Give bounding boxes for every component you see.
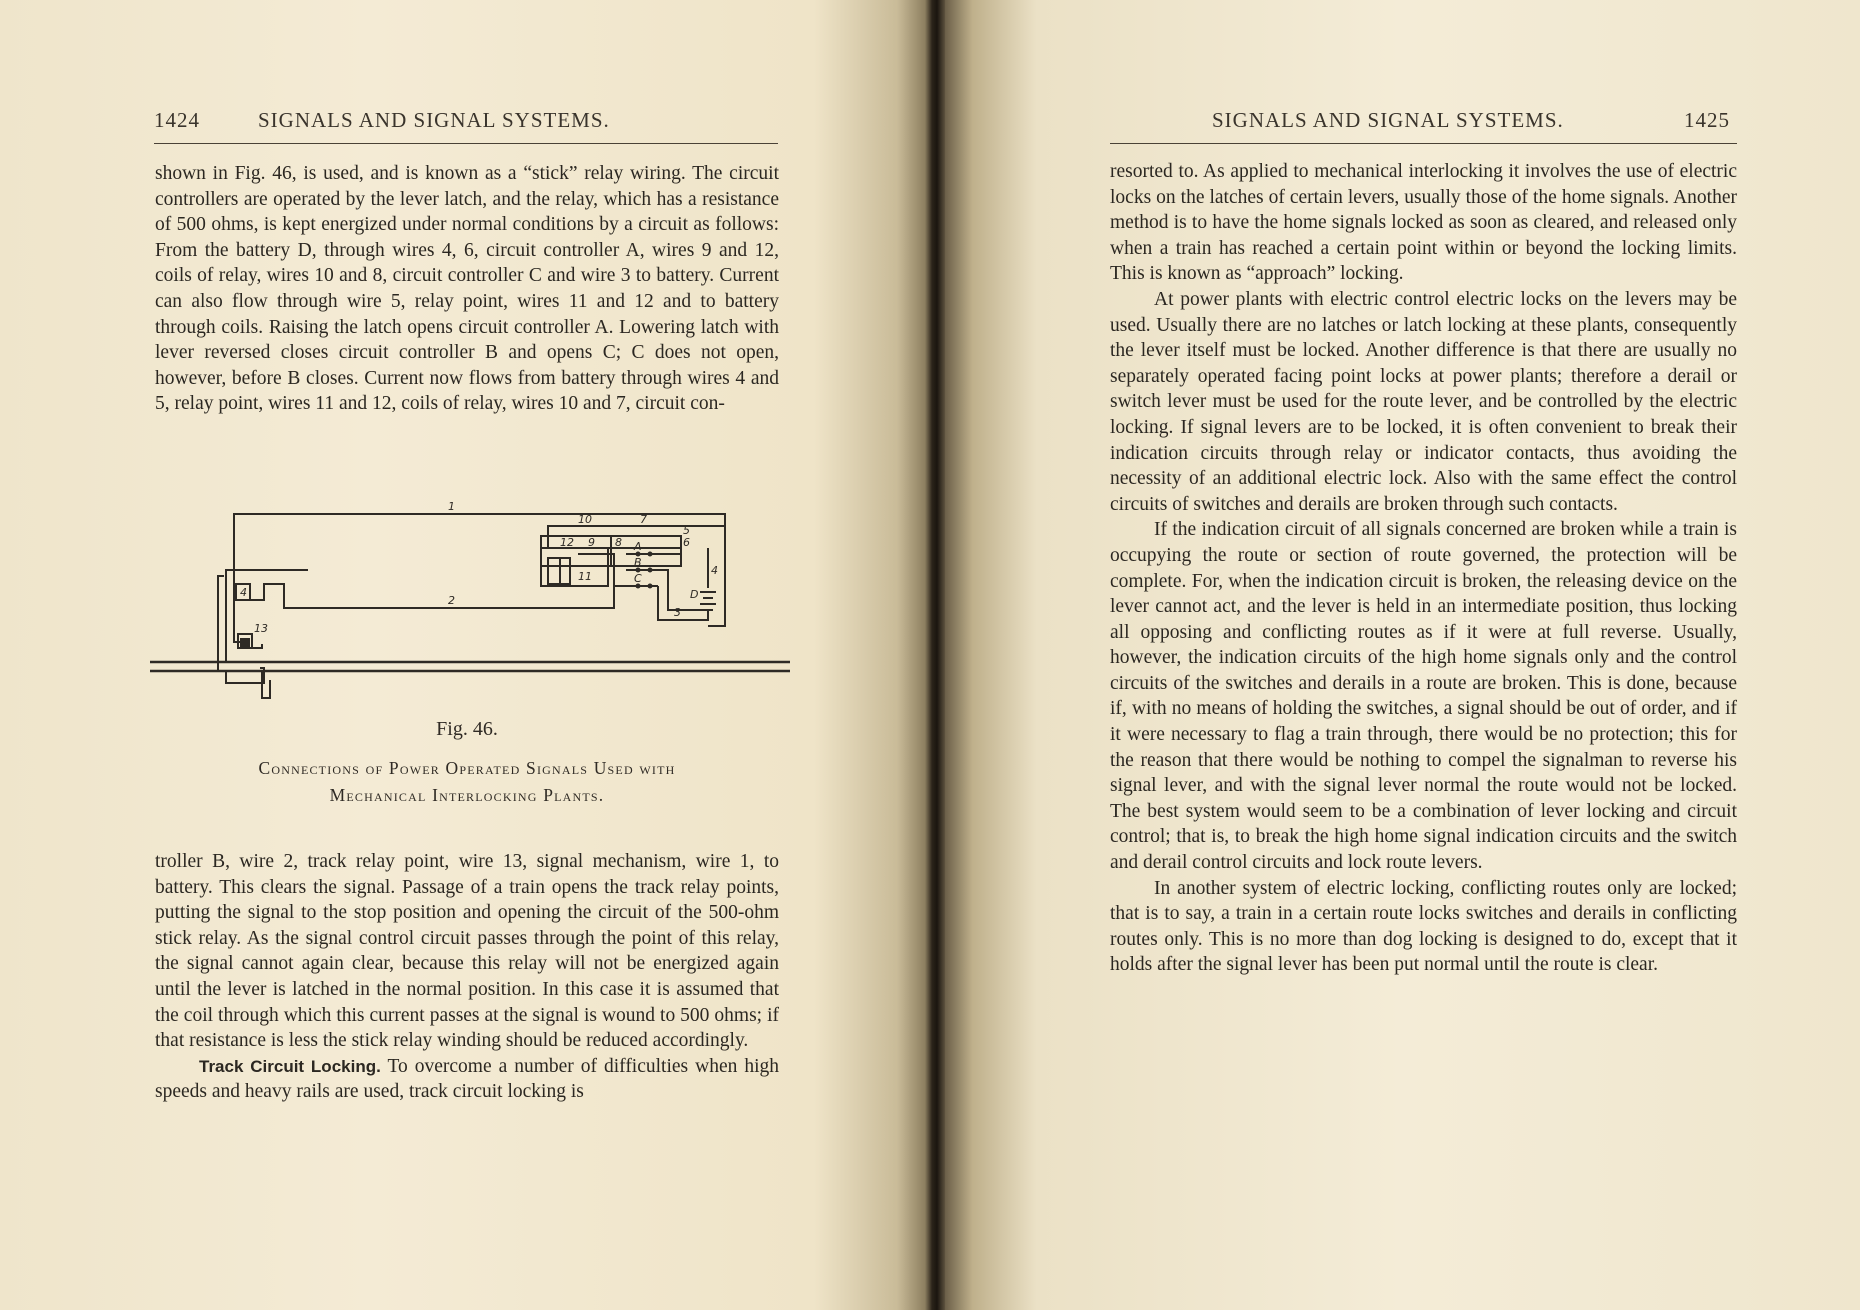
right-text	[1110, 159, 1737, 978]
label-wire-11: 11	[578, 570, 592, 583]
left-page-number: 1424	[154, 108, 200, 132]
label-wire-10: 10	[578, 513, 592, 526]
label-wire-9: 9	[588, 536, 595, 549]
left-head-rule	[154, 143, 778, 145]
figure-title-line-2: Mechanical Interlocking Plants.	[329, 785, 605, 805]
figure-number: Fig. 46.	[436, 718, 498, 740]
paragraph: resorted to. As applied to mechanical interlocking it involves the use of electric locks on the latches of certain levers, usually those of the home signals. Another method is to have the home signals locked as soon as cleared, and released only when a train has reached a certain point within or beyond the locking limits. This is known as “approach” locking.	[1110, 161, 1737, 285]
label-relay-4: 4	[240, 586, 247, 599]
label-wire-12: 12	[560, 536, 574, 549]
label-wire-4: 4	[711, 564, 718, 577]
paragraph: In another system of electric locking, conflicting routes only are locked; that is to say, a train in a certain route locks switches and derails in conflicting routes only. This is no more than dog locking is designed to do, except that it holds after the signal lever has been put normal until the route is clear.	[1110, 877, 1737, 976]
left-text-top	[155, 161, 779, 417]
paragraph: If the indication circuit of all signals concerned are broken while a train is occupying the route or section of route governed, the protection will be complete. For, when the indication circuit is broken, the releasing device on the lever cannot act, and the lever is held in an intermediate position, thus locking all opposing and conflicting routes as if it were at full reverse. Usually, however, the indication circuits of the high home signals only and the control circuits of the switches and derails in a route are broken. This is done, because if, with no means of holding the switches, a signal should be out of order, and if it were necessary to flag a train through, there would be no protection; this for the reason that there would be nothing to compel the signalman to reverse his signal lever, and with the signal lever normal the route would not be locked. The best system would seem to be a combination of lever locking and circuit control; that is, to break the high home signal indication circuits and the switch and derail control circuits and lock route levers.	[1110, 519, 1737, 874]
label-wire-13: 13	[254, 622, 268, 635]
section-text: To overcome a number of difficulties when high speeds and heavy rails are used, track circuit locking is	[155, 1055, 779, 1103]
right-page	[945, 0, 1860, 1310]
label-wire-8: 8	[615, 536, 622, 549]
left-page	[0, 0, 925, 1310]
paragraph	[155, 1054, 779, 1105]
figure-title-line-1: Connections of Power Operated Signals Used with	[258, 758, 676, 778]
label-wire-7: 7	[640, 513, 647, 526]
label-controller-c: C	[634, 572, 642, 585]
paragraph: At power plants with electric control electric locks on the levers may be used. Usually there are no latches or latch locking at these plants, consequently the lever itself must be locked. Another difference is that there are usually no separately operated facing point locks at power plants; therefore a derail or switch lever must be used for the route lever, and be controlled by the electric locking. If signal levers are to be locked, it is often convenient to break their indication circuits through relay or indicator contacts, thus avoiding the necessity of an additional electric lock. Also with the same effect the control circuits of switches and derails are broken through such contacts.	[1110, 288, 1737, 515]
right-running-head: SIGNALS AND SIGNAL SYSTEMS.	[1212, 108, 1564, 132]
label-wire-1: 1	[448, 500, 455, 513]
right-head-rule	[1110, 143, 1737, 145]
label-wire-6: 6	[683, 536, 690, 549]
label-controller-a: A	[634, 540, 642, 553]
left-text-bottom	[155, 849, 779, 1105]
label-wire-5: 5	[683, 524, 690, 537]
paragraph: shown in Fig. 46, is used, and is known as a “stick” relay wiring. The circuit controllers are operated by the lever latch, and the relay, which has a resistance of 500 ohms, is kept energized under normal conditions by a circuit as follows: From the battery D, through wires 4, 6, circuit controller A, wires 9 and 12, coils of relay, wires 10 and 8, circuit controller C and wire 3 to battery. Current can also flow through wire 5, relay point, wires 11 and 12 and to battery through coils. Raising the latch opens circuit controller A. Lowering latch with lever reversed closes circuit controller B and opens C; C does not open, however, before B closes. Current now flows from battery through wires 4 and 5, relay point, wires 11 and 12, coils of relay, wires 10 and 7, circuit con-	[155, 163, 779, 415]
label-battery-d: D	[690, 588, 699, 601]
book-gutter	[925, 0, 945, 1310]
label-controller-b: B	[634, 556, 642, 569]
label-wire-3: 3	[674, 606, 681, 619]
figure-46-diagram	[148, 500, 798, 728]
left-running-head: SIGNALS AND SIGNAL SYSTEMS.	[258, 108, 610, 132]
section-heading: Track Circuit Locking.	[199, 1056, 381, 1076]
right-page-number: 1425	[1684, 108, 1730, 132]
figure-caption	[155, 718, 779, 809]
label-wire-2: 2	[448, 594, 455, 607]
paragraph: troller B, wire 2, track relay point, wire 13, signal mechanism, wire 1, to battery. This clears the signal. Passage of a train opens the track relay points, putting the signal to the stop position and opening the circuit of the 500-ohm stick relay. As the signal control circuit passes through the point of this relay, the signal cannot again clear, because this relay will not be energized again until the lever is latched in the normal position. In this case it is assumed that the coil through which this current passes at the signal is wound to 500 ohms; if that resistance is less the stick relay winding should be reduced accordingly.	[155, 851, 779, 1052]
